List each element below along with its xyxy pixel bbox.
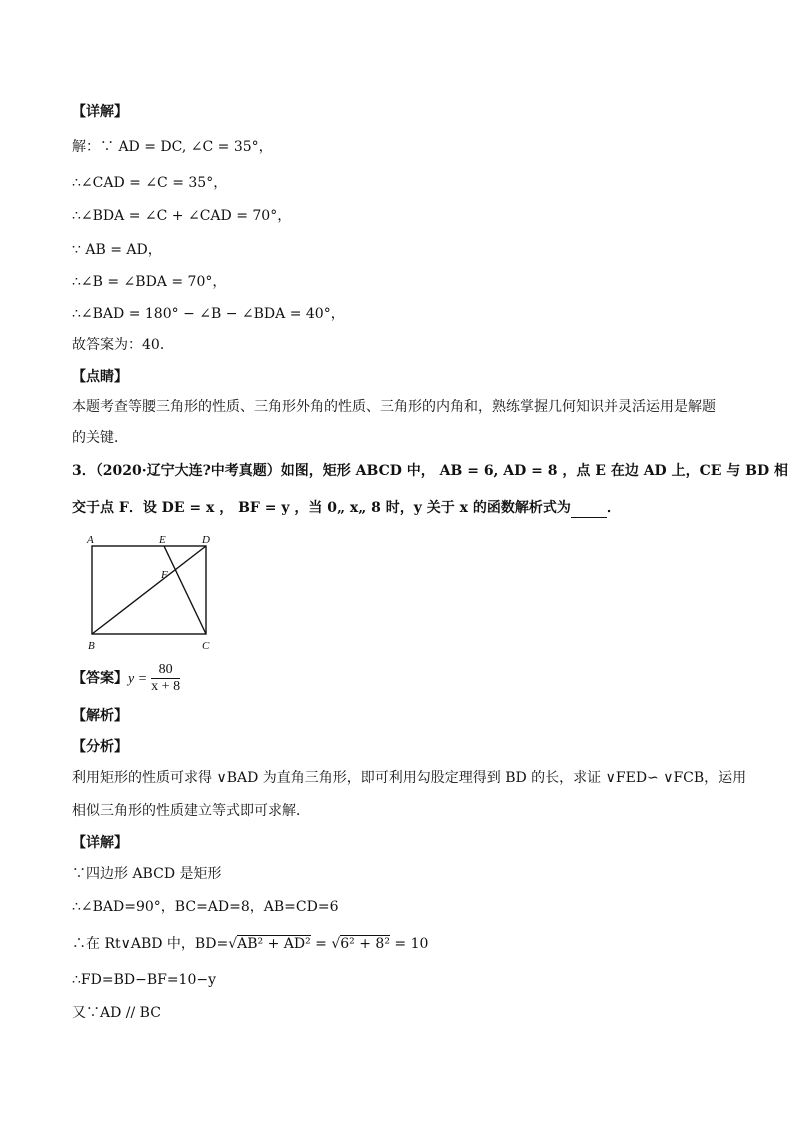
detail-line-1: 解：∵ AD = DC, ∠C = 35°，	[72, 139, 273, 155]
detail2-line-4: ∴FD=BD−BF=10−y	[72, 972, 217, 988]
detail-heading-1: 【详解】	[72, 104, 128, 120]
label-b: B	[88, 640, 95, 652]
comment-heading: 【点睛】	[72, 369, 128, 385]
detail-line-7: 故答案为：40．	[72, 337, 174, 353]
detail-line-4: ∵ AB = AD，	[72, 242, 162, 258]
analysis-heading: 【解析】	[72, 708, 128, 724]
answer-denominator: x + 8	[151, 679, 181, 694]
detail2-line-2: ∴∠BAD=90°，BC=AD=8，AB=CD=6	[72, 899, 339, 915]
label-a: A	[87, 534, 94, 546]
label-d: D	[202, 534, 210, 546]
problem-line-1: 3．（2020·辽宁大连?中考真题）如图，矩形 ABCD 中， AB = 6, AD = 8 ，点 E 在边 AD 上，CE 与 BD 相	[72, 463, 788, 479]
diagonal-bd	[92, 546, 206, 634]
detail2-line-5: 又∵AD // BC	[72, 1005, 161, 1021]
answer-fraction	[151, 662, 180, 695]
detail2-line-3-e: = 10	[389, 936, 429, 952]
detail-line-5: ∴∠B = ∠BDA = 70°，	[72, 274, 227, 290]
problem-line-2	[72, 498, 621, 518]
answer-label: 【答案】	[72, 670, 128, 687]
answer-numerator: 80	[151, 662, 180, 679]
comment-line-2: 的关键．	[72, 430, 128, 446]
detail-heading-2: 【详解】	[72, 835, 128, 851]
detail-line-6: ∴∠BAD = 180° − ∠B − ∠BDA = 40°，	[72, 306, 345, 322]
analysis-subheading: 【分析】	[72, 739, 128, 755]
detail-line-2: ∴∠CAD = ∠C = 35°，	[72, 175, 228, 191]
analysis-line-2: 相似三角形的性质建立等式即可求解．	[72, 803, 310, 819]
segment-ce	[164, 546, 206, 634]
rectangle-figure	[84, 530, 224, 655]
answer-lhs: y =	[128, 671, 148, 687]
radical-2-body: 6² + 8²	[340, 936, 390, 952]
radical-1-body: AB² + AD²	[237, 936, 311, 952]
detail2-line-3-a: ∴在 Rt∨ABD 中，BD=	[72, 936, 229, 952]
radical-2: √6² + 8²	[331, 936, 390, 952]
analysis-line-1: 利用矩形的性质可求得 ∨BAD 为直角三角形，即可利用勾股定理得到 BD 的长，求证 ∨FED∽ ∨FCB，运用	[72, 770, 747, 786]
detail2-line-3	[72, 934, 428, 954]
label-c: C	[202, 640, 210, 652]
problem-line-2-text: 交于点 F．设 DE = x ， BF = y ，当 0„ x„ 8 时，y 关于 x 的函数解析式为	[72, 500, 571, 516]
detail2-line-3-c: =	[310, 936, 332, 952]
label-f: F	[161, 569, 168, 581]
answer-blank	[571, 503, 607, 518]
label-e: E	[159, 534, 166, 546]
answer-line	[72, 662, 180, 695]
detail2-line-1: ∵四边形 ABCD 是矩形	[72, 866, 222, 882]
radical-1: √AB² + AD²	[228, 936, 311, 952]
problem-line-2-end: ．	[606, 500, 621, 516]
detail-line-3: ∴∠BDA = ∠C + ∠CAD = 70°，	[72, 208, 292, 224]
comment-line-1: 本题考查等腰三角形的性质、三角形外角的性质、三角形的内角和，熟练掌握几何知识并灵活运用是解题	[72, 399, 716, 415]
